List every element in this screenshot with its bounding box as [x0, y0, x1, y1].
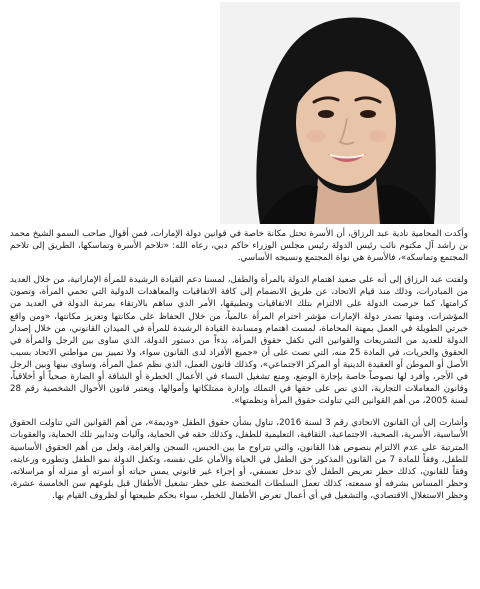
- article-body: [10, 228, 468, 512]
- portrait-photo: [220, 2, 460, 224]
- article-paragraph-2: ولفتت عبد الرزاق إلى أنه على صعيد اهتمام الدولة بالمرأة والطفل، لمسنا دعم القيادة الرشيدة للمرأة الإماراتية، من خلال العديد من المبادرات، وذلك منذ قيام الاتحاد، عن طريق الانضمام إلى كافة الاتفاقيات والمعاهدات الدولية التي تحمي المرأة، وتصون كرامتها، كما حرصت الدولة على الالتزام بتلك الاتفاقيات وتطبيقها، الأمر الذي ساهم بالارتقاء بمرتبة الدولة في العديد من المؤشرات، ومنها تصدر دولة الإمارات مؤشر احترام المرأة عالمياً، من خلال الحفاظ على مكانتها وتعزيز مكانتها، «ومن واقع خبرتي الطويلة في العمل بمهنة المحاماة، لمست اهتمام ومساندة القيادة الرشيدة للمرأة في الميدان القانوني، من خلال إصدار الدولة للعديد من التشريعات والقوانين التي تكفل حقوق المرأة، بدءاً من دستور الدولة، الذي ساوى بين الرجل والمرأة في الحقوق والحريات، في المادة 25 منه، التي نصت على أن «جميع الأفراد لدى القانون سواء، ولا تمييز بين مواطني الاتحاد بسبب الأصل أو الموطن أو العقيدة الدينية أو المركز الاجتماعي»، وكذلك قانون العمل، الذي نظم عمل المرأة، وساوى بينها وبين الرجل في الأجر، وأفرد لها نصوصاً خاصة بإجازة الوضع، ومنع تشغيل النساء في الأعمال الخطرة أو الشاقة أو الضارة صحياً أو أخلاقياً، وقانون المعاملات التجارية، الذي نص على حقها في التملك وإدارة ممتلكاتها وأموالها، ويعتبر قانون الأحوال الشخصية رقم 28 لسنة 2005، من أهم القوانين التي تناولت حقوق المرأة ونظمتها».: [10, 275, 468, 407]
- article-paragraph-3: وأشارت إلى أن القانون الاتحادي رقم 3 لسنة 2016، تناول بشأن حقوق الطفل «وديمة»، من أهم القوانين التي تناولت الحقوق الأساسية، الأسرية، الصحية، الاجتماعية، الثقافية، التعليمية للطفل، وكذلك حقه في الحماية، وآليات وتدابير تلك الحماية، والعقوبات المترتبة على عدم الالتزام بنصوص هذا القانون، والتي تتراوح ما بين الحبس، السجن والغرامة، ولعل من أهم الحقوق الأساسية للطفل، وفقاً للمادة 7 من القانون المذكور حق الطفل في الحياة والأمان على نفسه، وتكفل الدولة نمو الطفل وتطوره ورعايته، وفقاً للقانون، كذلك حظر تعريض الطفل لأي تدخل تعسفي، أو إجراء غير قانوني يمس حياته أو أسرته أو منزله أو مراسلاته، وحظر المساس بشرفه أو سمعته، كذلك تعمل السلطات المختصة على حظر تشغيل الأطفال قبل بلوغهم سن الخامسة عشرة، وحظر الاستغلال الاقتصادي، والتشغيل في أي أعمال تعرض الأطفال للخطر، سواء بحكم طبيعتها أو لظروف القيام بها.: [10, 418, 468, 501]
- portrait-photo-icon: [220, 2, 460, 224]
- article-paragraph-1: وأكدت المحامية نادية عبد الرزاق، أن الأسرة تحتل مكانة خاصة في قوانين دولة الإمارات، فمن أقوال صاحب السمو الشيخ محمد بن راشد آل مكتوم نائب رئيس الدولة رئيس مجلس الوزراء حاكم دبي، رعاه الله: «تلاحم الأسرة وتماسكها، الطريق إلى تلاحم المجتمع وتماسكه»، فالأسرة هي نواة المجتمع ونسيجه الأساسي.: [10, 229, 468, 264]
